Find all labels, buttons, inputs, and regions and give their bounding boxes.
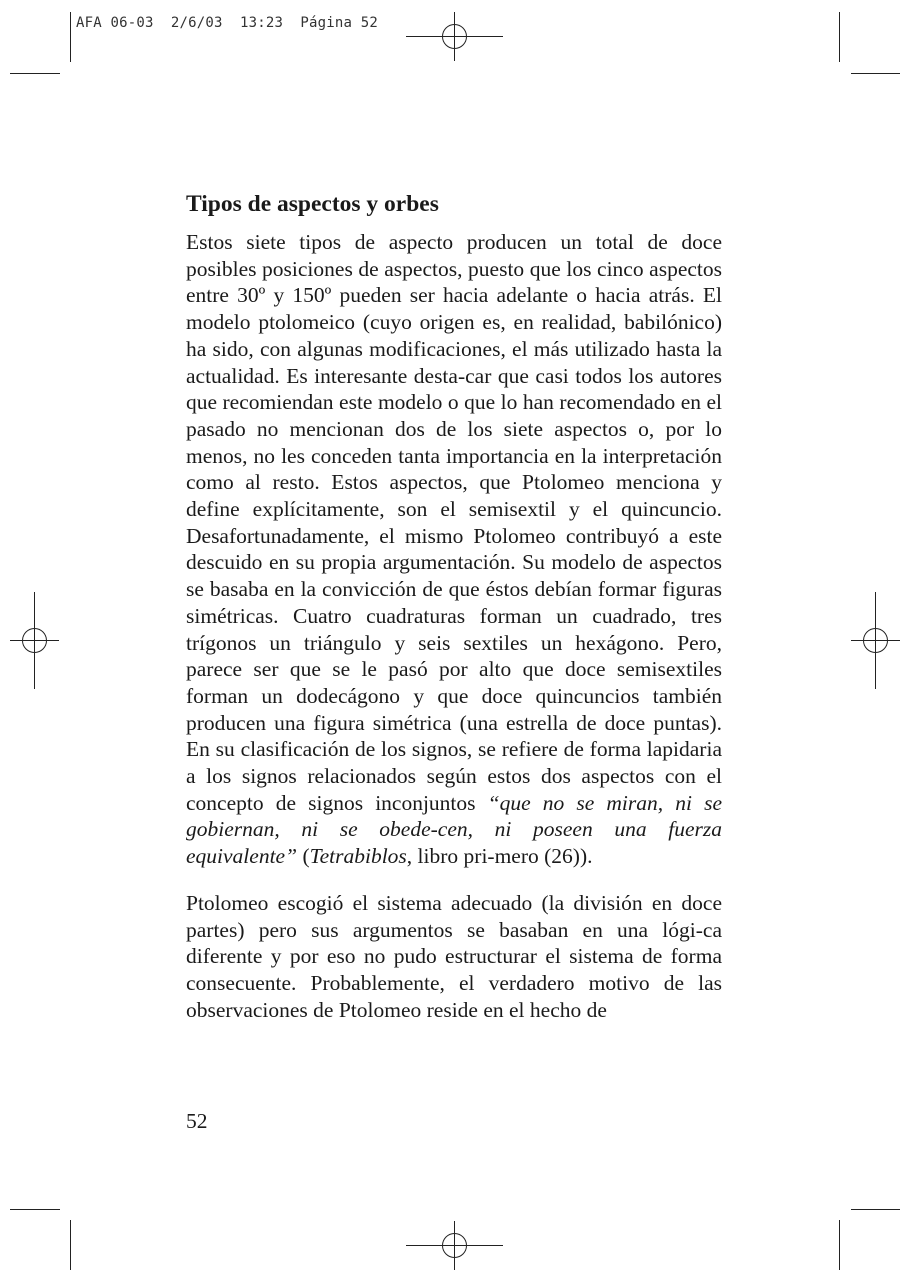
paragraph-2: Ptolomeo escogió el sistema adecuado (la división en doce partes) pero sus argumentos se basaban en una lógi-ca diferente y por eso no pudo estructurar el sistema de forma consecuente. Probablemente, el verdadero motivo de las observaciones de Ptolomeo reside en el hecho de: [186, 890, 722, 1022]
ptolemy-quote: “que no se miran, ni se gobiernan, ni se obede-cen, ni poseen una fuerza equivalente”: [186, 790, 722, 869]
print-slug-line: AFA 06-03 2/6/03 13:23 Página 52: [76, 15, 379, 31]
paragraph-1-citation: , libro pri-mero (26)).: [406, 844, 593, 869]
page-number: 52: [186, 1109, 208, 1133]
paragraph-1-connector: (: [297, 844, 310, 869]
paragraph-1: [186, 229, 722, 870]
book-title: Tetrabiblos: [309, 844, 407, 869]
page-body: [186, 187, 722, 1023]
section-heading: Tipos de aspectos y orbes: [186, 191, 439, 217]
paragraph-1-text: Estos siete tipos de aspecto producen un total de doce posibles posiciones de aspectos, puesto que los cinco aspectos entre 30º y 150º pueden ser hacia adelante o hacia atrás. El modelo ptolomeico (cuyo origen es, en realidad, babilónico) ha sido, con algunas modificaciones, el más utilizado hasta la actualidad. Es interesante desta-car que casi todos los autores que recomiendan este modelo o que lo han recomendado en el pasado no mencionan dos de los siete aspectos o, por lo menos, no les conceden tanta importancia en la interpretación como al resto. Estos aspectos, que Ptolomeo menciona y define explícitamente, son el semisextil y el quincuncio. Desafortunadamente, el mismo Ptolomeo contribuyó a este descuido en su propia argumentación. Su modelo de aspectos se basaba en la convicción de que éstos debían formar figuras simétricas. Cuatro cuadraturas forman un cuadrado, tres trígonos un triángulo y seis sextiles un hexágono. Pero, parece ser que se le pasó por alto que doce semisextiles forman un dodecágono y que doce quincuncios también producen una figura simétrica (una estrella de doce puntas). En su clasificación de los signos, se refiere de forma lapidaria a los signos relacionados según estos dos aspectos con el concepto de signos inconjuntos: [186, 230, 722, 815]
